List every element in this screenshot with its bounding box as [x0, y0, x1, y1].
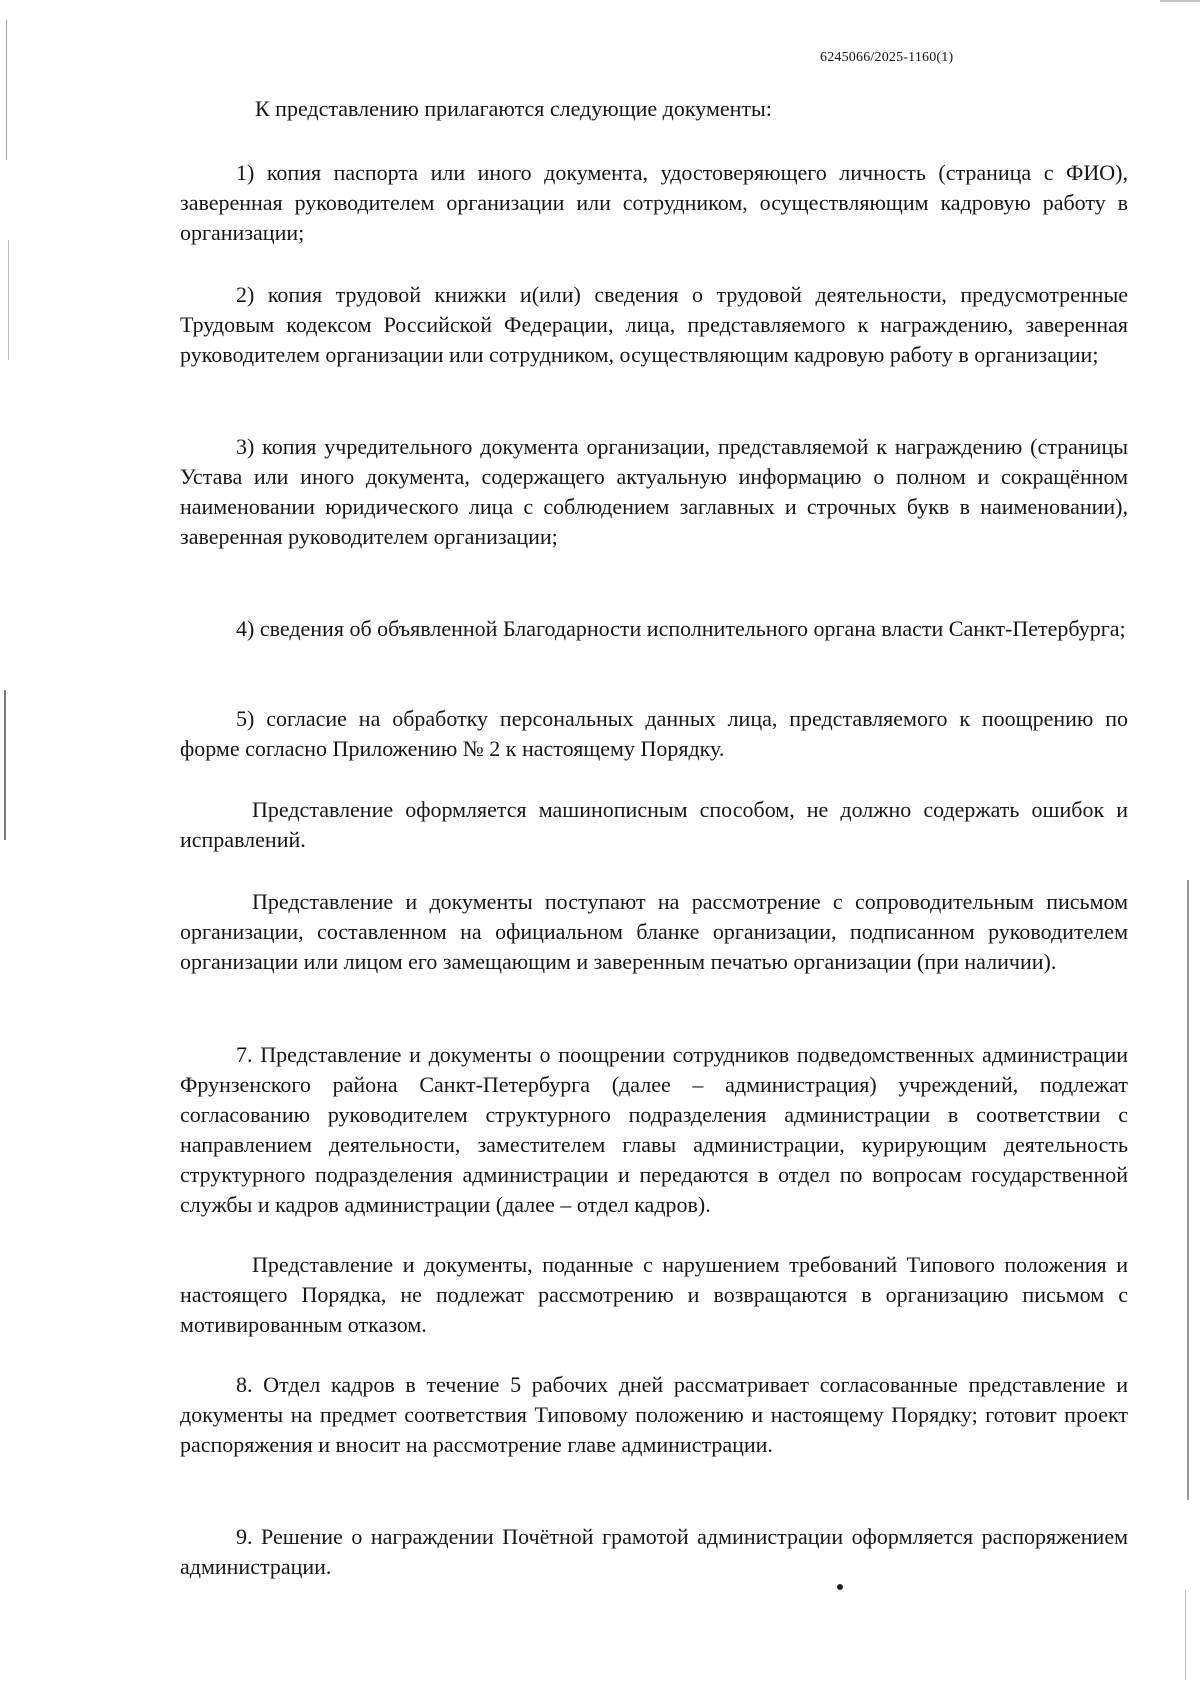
paragraph-text: Представление и документы, поданные с нарушением требований Типового положения и настоящего Порядка, не подлежат рассмотрению и возвращаются в организацию письмом с мотивированным отказом.	[180, 1252, 1128, 1337]
paragraph-text: Представление оформляется машинописным способом, не должно содержать ошибок и исправлений.	[180, 797, 1128, 852]
paragraph-text: 9. Решение о награждении Почётной грамотой администрации оформляется распоряжением администрации.	[180, 1524, 1128, 1579]
paragraph-item-5	[180, 704, 1128, 764]
paragraph-text: 4) сведения об объявленной Благодарности исполнительного органа власти Санкт-Петербурга;	[236, 616, 1126, 641]
paragraph-rejection	[180, 1250, 1128, 1340]
scan-edge-mark	[1160, 0, 1200, 2]
paragraph-format	[180, 795, 1128, 855]
intro-heading: К представлению прилагаются следующие документы:	[255, 96, 772, 121]
paragraph-text: 5) согласие на обработку персональных данных лица, представляемого к поощрению по форме согласно Приложению № 2 к настоящему Порядку.	[180, 706, 1128, 761]
paragraph-item-3	[180, 432, 1128, 552]
paragraph-text: 7. Представление и документы о поощрении сотрудников подведомственных администрации Фрунзенского района Санкт-Петербурга (далее – администрация) учреждений, подлежат согласованию руководителем структурного подразделения администрации в соответствии с направлением деятельности, заместителем главы администрации, курирующим деятельность структурного подразделения администрации и передаются в отдел по вопросам государственной службы и кадров администрации (далее – отдел кадров).	[180, 1042, 1128, 1217]
scan-edge-mark	[4, 690, 6, 840]
paragraph-item-1	[180, 158, 1128, 248]
paragraph-item-2	[180, 280, 1128, 370]
scan-edge-mark	[1185, 1590, 1186, 1680]
paragraph-text: 8. Отдел кадров в течение 5 рабочих дней рассматривает согласованные представление и документы на предмет соответствия Типовому положению и настоящему Порядку; готовит проект распоряжения и вносит на рассмотрение главе администрации.	[180, 1372, 1128, 1457]
paragraph-text: 3) копия учредительного документа организации, представляемой к награждению (страницы Устава или иного документа, содержащего актуальную информацию о полном и сокращённом наименовании юридического лица с соблюдением заглавных и строчных букв в наименовании), заверенная руководителем организации;	[180, 434, 1128, 549]
paragraph-text: 2) копия трудовой книжки и(или) сведения о трудовой деятельности, предусмотренные Трудовым кодексом Российской Федерации, лица, представляемого к награждению, заверенная руководителем организации или сотрудником, осуществляющим кадровую работу в организации;	[180, 282, 1128, 367]
scan-edge-mark	[6, 20, 7, 160]
paragraph-text: Представление и документы поступают на рассмотрение с сопроводительным письмом организации, составленном на официальном бланке организации, подписанном руководителем организации или лицом его замещающим и заверенным печатью организации (при наличии).	[180, 889, 1128, 974]
paragraph-submission	[180, 887, 1128, 977]
paragraph-section-7	[180, 1040, 1128, 1220]
paragraph-section-9	[180, 1522, 1128, 1582]
paragraph-item-4	[180, 614, 1128, 644]
scan-edge-mark	[1187, 880, 1189, 1500]
paragraph-section-8	[180, 1370, 1128, 1460]
document-number: 6245066/2025-1160(1)	[820, 50, 954, 65]
scan-edge-mark	[8, 240, 9, 360]
paragraph-text: 1) копия паспорта или иного документа, удостоверяющего личность (страница с ФИО), заверенная руководителем организации или сотрудником, осуществляющим кадровую работу в организации;	[180, 160, 1128, 245]
ink-dot	[837, 1584, 843, 1590]
